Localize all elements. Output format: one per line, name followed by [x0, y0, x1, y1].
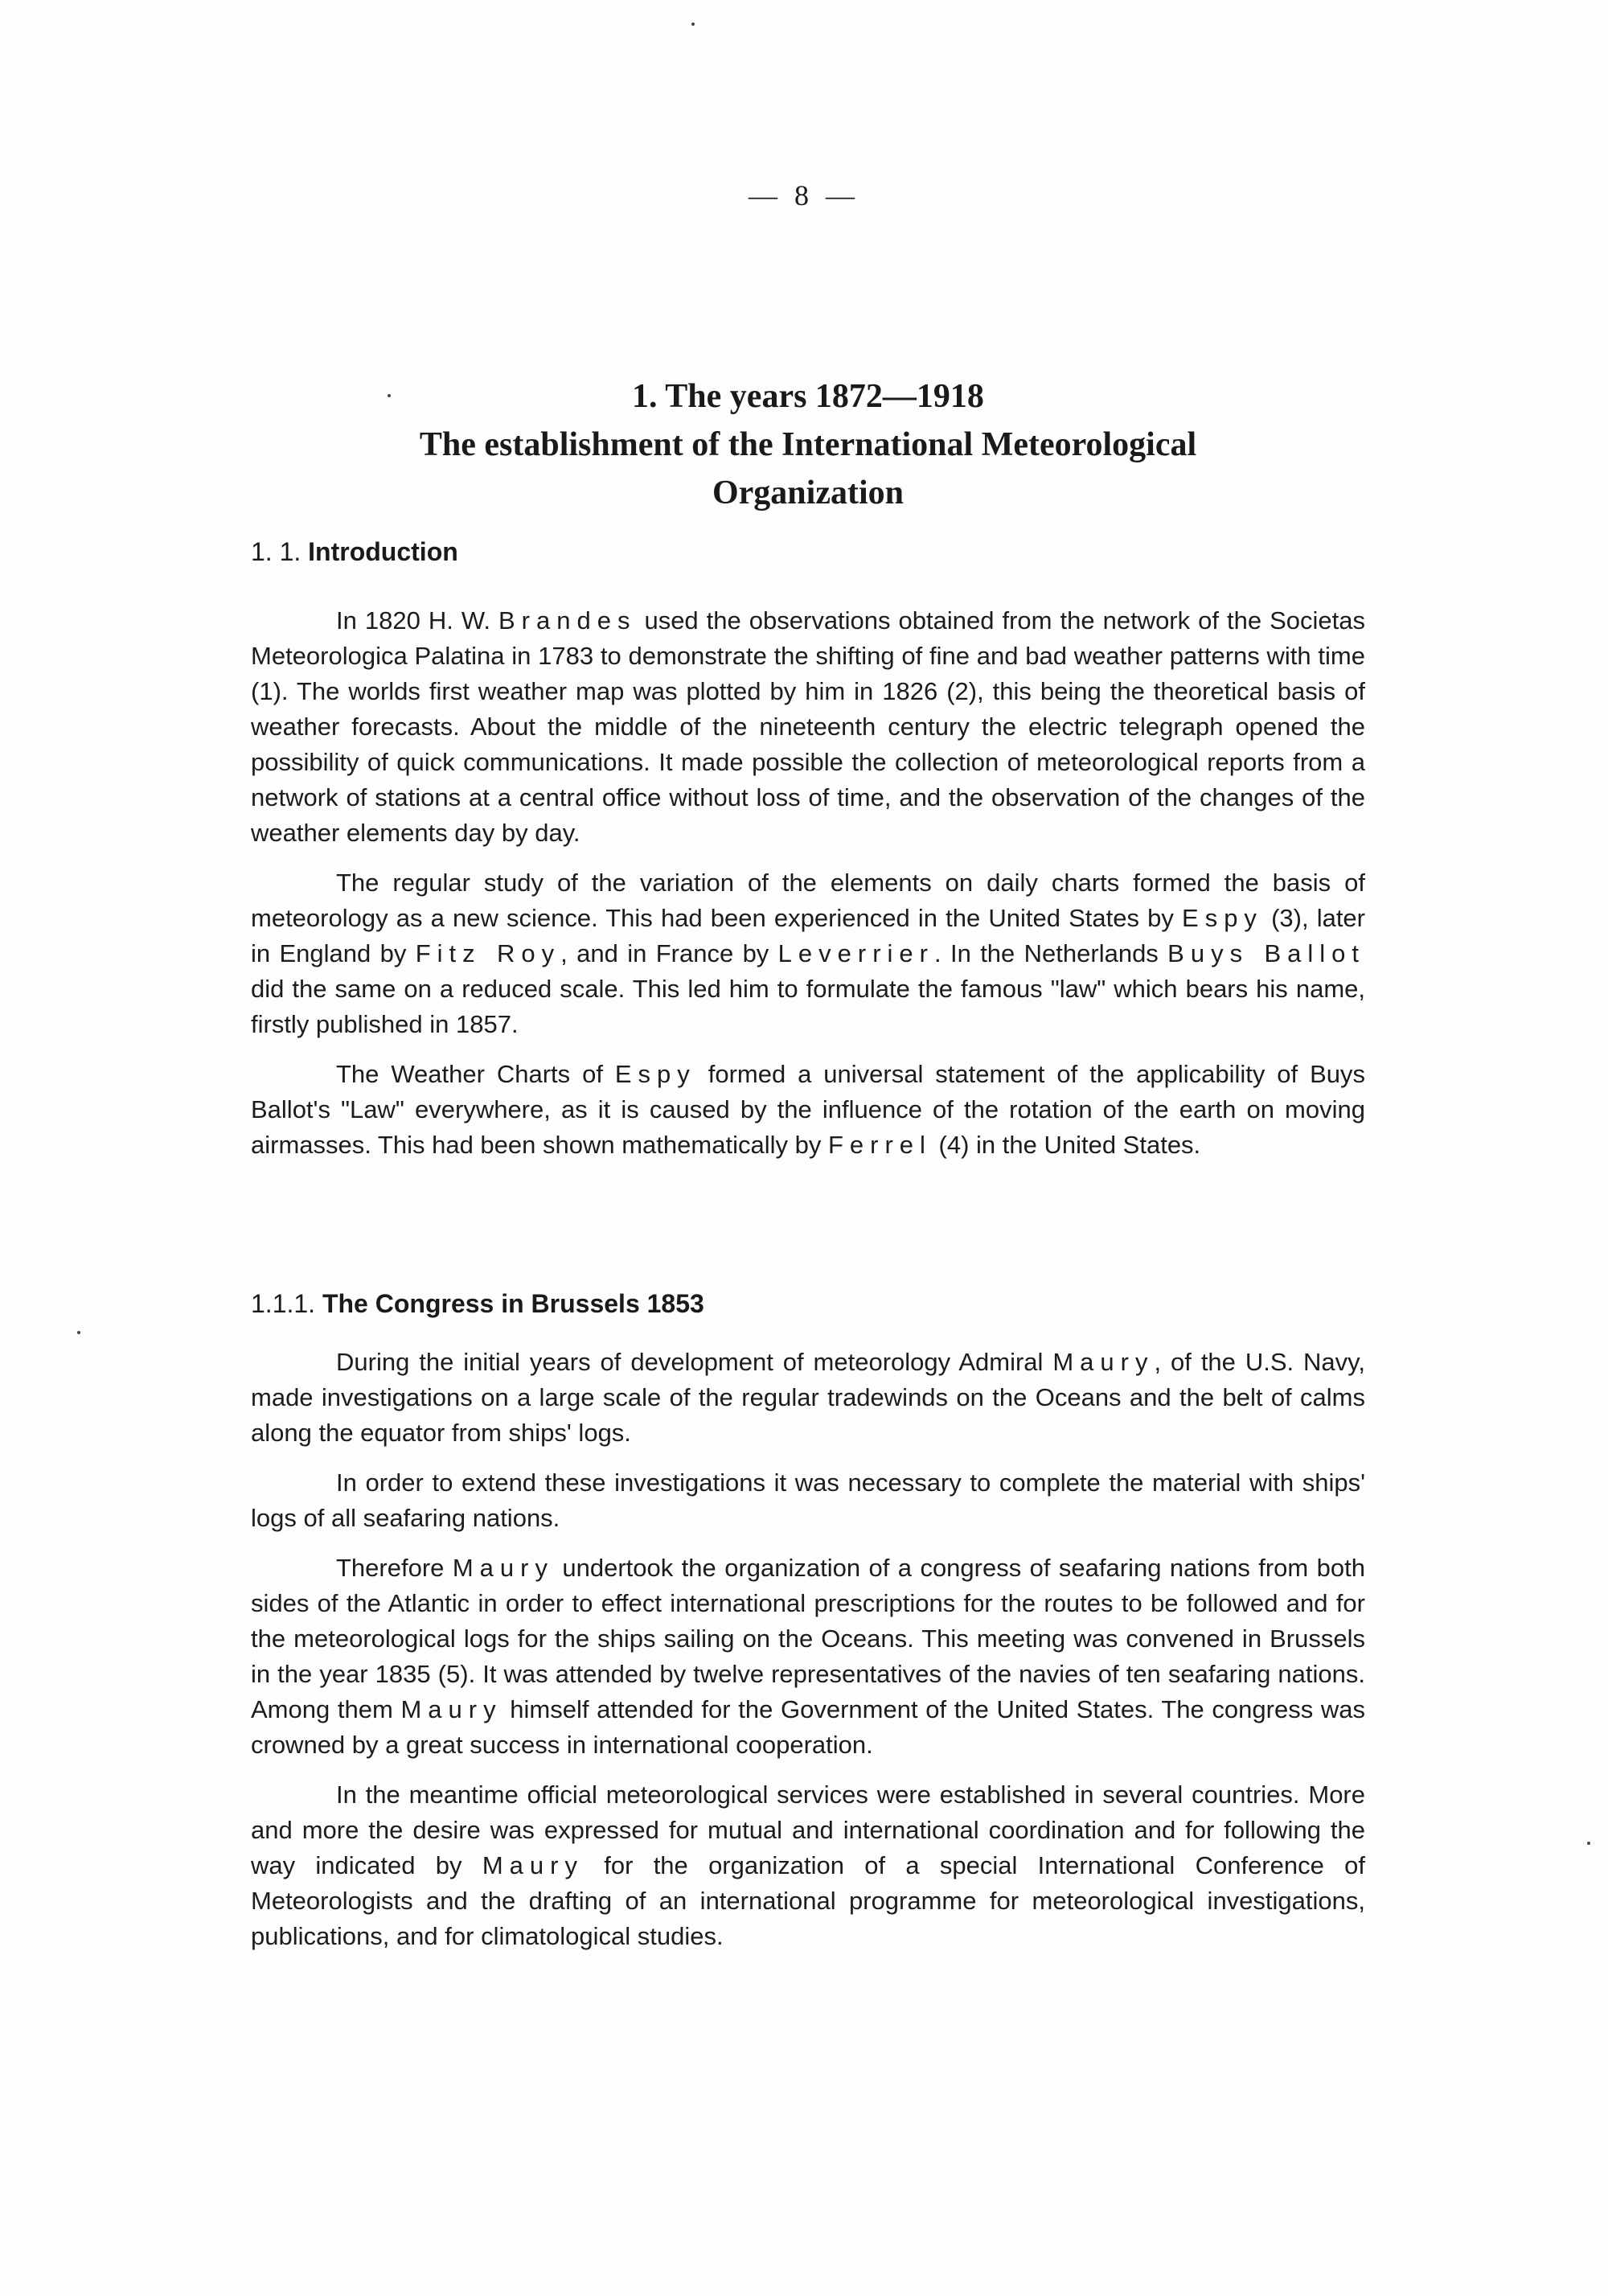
section-heading-introduction: [251, 537, 458, 567]
introduction-body: [251, 603, 1365, 1177]
chapter-title-line-1: 1. The years 1872—1918: [632, 378, 984, 415]
paragraph: In the meantime official meteorological services were established in several countries. More and more the desire was expressed for mutual and international coordination and for following the way indicated by Maury for the organization of a special International Conference of Meteorologists and the drafting of an international programme for meteorological investigations, publications, and for climatological studies.: [251, 1781, 1365, 1950]
chapter-title-line-3: Organization: [712, 474, 904, 511]
paragraph: In 1820 H. W. Brandes used the observations obtained from the network of the Societas Meteorologica Palatina in 1783 to demonstrate the shifting of fine and bad weather patterns with time (1). The worlds first weather map was plotted by him in 1826 (2), this being the theoretical basis of weather forecasts. About the middle of the nineteenth century the electric telegraph opened the possibility of quick communications. It made possible the collection of meteorological reports from a network of stations at a central office without loss of time, and the observation of the changes of the weather elements day by day.: [251, 606, 1365, 847]
author-name: Leverrier: [777, 939, 934, 967]
chapter-title: [322, 372, 1294, 517]
paragraph: During the initial years of development of meteorology Admiral Maury, of the U.S. Navy, made investigations on a large scale of the regular tradewinds on the Oceans and the belt of calms along the equator from ships' logs.: [251, 1348, 1365, 1447]
paragraph: The Weather Charts of Espy formed a universal statement of the applicability of Buys Ballot's "Law" everywhere, as it is caused by the influence of the rotation of the earth on moving airmasses. This had been shown mathematically by Ferrel (4) in the United States.: [251, 1060, 1365, 1159]
author-name: Maury: [452, 1554, 554, 1582]
scan-speck: [691, 23, 695, 26]
page-number: — 8 —: [749, 179, 859, 212]
section-title: The Congress in Brussels 1853: [322, 1289, 704, 1318]
section-number: 1. 1.: [251, 537, 302, 566]
author-name: Maury: [1052, 1348, 1155, 1376]
author-name: Espy: [614, 1060, 696, 1088]
author-name: Maury: [400, 1695, 503, 1723]
scan-speck: [1587, 1842, 1590, 1845]
section-title: Introduction: [308, 537, 458, 566]
section-number: 1.1.1.: [251, 1289, 316, 1318]
author-name: Fitz Roy: [415, 939, 561, 967]
section-heading-congress: [251, 1289, 704, 1319]
paragraph: Therefore Maury undertook the organization of a congress of seafaring nations from both sides of the Atlantic in order to effect international prescriptions for the routes to be followed and for the meteorological logs for the ships sailing on the Oceans. This meeting was convened in Brussels in the year 1835 (5). It was attended by twelve representatives of the navies of ten seafaring nations. Among them Maury himself attended for the Government of the United States. The congress was crowned by a great success in international cooperation.: [251, 1554, 1366, 1759]
scan-speck: [388, 394, 391, 397]
author-name: Maury: [482, 1851, 584, 1879]
author-name: Brandes: [498, 606, 637, 635]
paragraph: The regular study of the variation of the elements on daily charts formed the basis of meteorology as a new science. This had been experienced in the United States by Espy (3), later in England by Fitz Roy, and in France by Leverrier. In the Netherlands Buys Ballot did the same on a reduced scale. This led him to formulate the famous "law" which bears his name, firstly published in 1857.: [251, 869, 1365, 1038]
congress-body: [251, 1345, 1365, 1969]
chapter-title-line-2: The establishment of the International Meteorological: [419, 426, 1197, 463]
author-name: Buys Ballot: [1167, 939, 1365, 967]
author-name: Ferrel: [827, 1131, 932, 1159]
scan-speck: [77, 1331, 80, 1334]
paragraph: In order to extend these investigations it was necessary to complete the material with ships' logs of all seafaring nations.: [251, 1468, 1365, 1532]
author-name: Espy: [1182, 904, 1263, 932]
